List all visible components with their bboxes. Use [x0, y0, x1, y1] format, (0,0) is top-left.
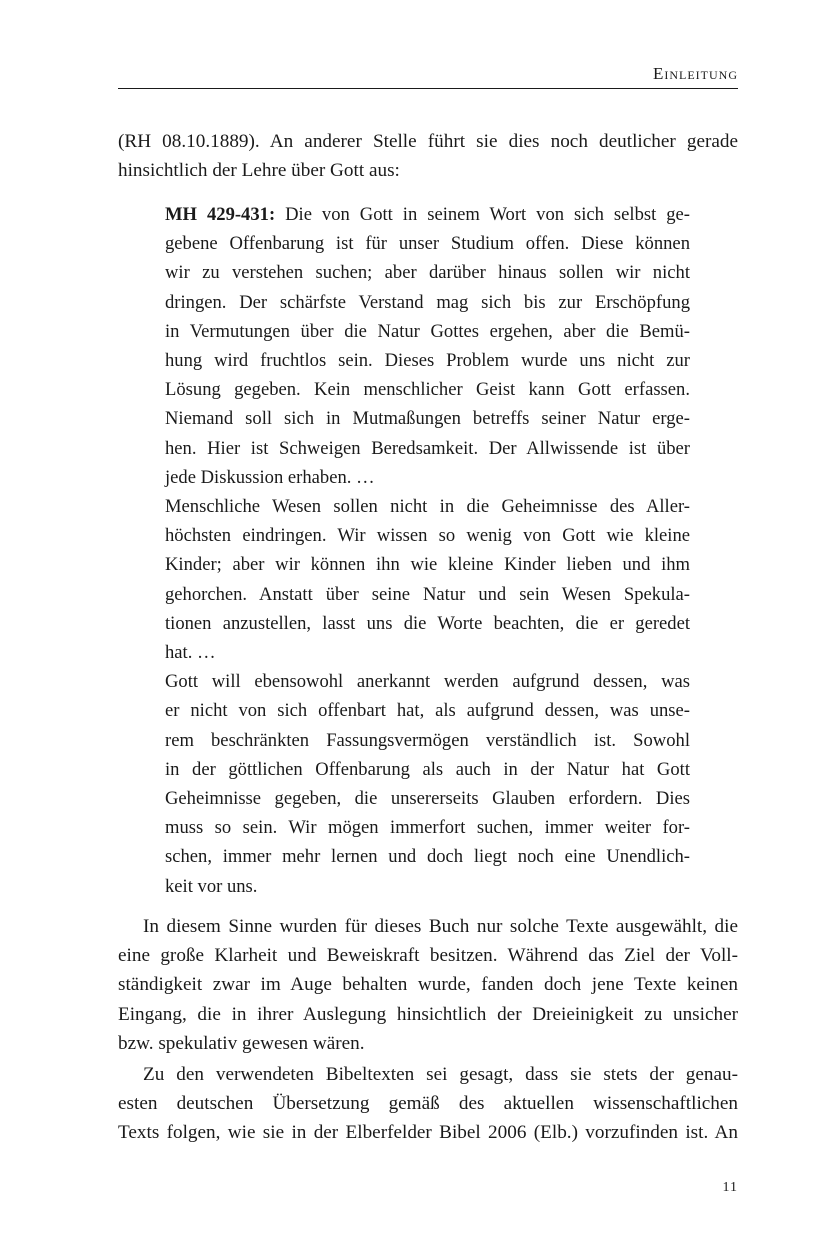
quote-line: hung wird fruchtlos sein. Dieses Problem wurde uns nicht zur [165, 350, 690, 372]
text-line: Texts folgen, wie sie in der Elberfelder Bibel 2006 (Elb.) vorzufinden ist. An [118, 1122, 738, 1144]
quote-line: Gott will ebensowohl anerkannt werden aufgrund dessen, was [165, 671, 690, 693]
text-line: esten deutschen Übersetzung gemäß des aktuellen wissenschaftlichen [118, 1093, 738, 1115]
text-line: Zu den verwendeten Bibeltexten sei gesagt, dass sie stets der genau- [143, 1064, 738, 1085]
quote-line: tionen anzustellen, lasst uns die Worte beachten, die er geredet [165, 612, 690, 634]
paragraph-1 [118, 127, 738, 185]
quote-line: Niemand soll sich in Mutmaßungen betreffs seiner Natur erge- [165, 408, 690, 430]
quote-line: Kinder; aber wir können ihn wie kleine Kinder lieben und ihm [165, 554, 690, 576]
text-line: (RH 08.10.1889). An anderer Stelle führt sie dies noch deutlicher gerade [118, 131, 738, 152]
text-line: ständigkeit zwar im Auge behalten wurde, fanden doch jene Texte keinen [118, 974, 738, 996]
paragraph-3 [118, 1060, 738, 1148]
quote-line: Menschliche Wesen sollen nicht in die Geheimnisse des Aller- [165, 496, 690, 518]
quote-line: jede Diskussion erhaben. … [165, 466, 375, 488]
quote-line: wir zu verstehen suchen; aber darüber hinaus sollen wir nicht [165, 262, 690, 284]
quote-line: in Vermutungen über die Natur Gottes ergehen, aber die Bemü- [165, 320, 690, 342]
quote-line: Lösung gegeben. Kein menschlicher Geist kann Gott erfassen. [165, 379, 690, 401]
quote-line: keit vor uns. [165, 875, 258, 897]
text-line: bzw. spekulativ gewesen wären. [118, 1032, 365, 1054]
quote-line: Geheimnisse gegeben, die unsererseits Glauben erfordern. Dies [165, 788, 690, 810]
quote-line: gebene Offenbarung ist für unser Studium offen. Diese können [165, 233, 690, 255]
page-number: 11 [722, 1180, 738, 1195]
quote-line: muss so sein. Wir mögen immerfort suchen, immer weiter for- [165, 817, 690, 839]
paragraph-2 [118, 912, 738, 1058]
quote-line: hen. Hier ist Schweigen Beredsamkeit. Der Allwissende ist über [165, 437, 690, 459]
text-line: eine große Klarheit und Beweiskraft besitzen. Während das Ziel der Voll- [118, 945, 738, 967]
quote-text: Die von Gott in seinem Wort von sich selbst ge- [275, 204, 690, 225]
quote-reference: MH 429-431: [165, 204, 276, 225]
quote-line: rem beschränkten Fassungsvermögen verständlich ist. Sowohl [165, 729, 690, 751]
quote-line: er nicht von sich offenbart hat, als aufgrund dessen, was unse- [165, 700, 690, 722]
quote-line: höchsten eindringen. Wir wissen so wenig von Gott wie kleine [165, 525, 690, 547]
block-quote [165, 200, 690, 901]
quote-line: in der göttlichen Offenbarung als auch in der Natur hat Gott [165, 758, 690, 780]
running-head: Einleitung [652, 64, 738, 83]
quote-line: gehorchen. Anstatt über seine Natur und sein Wesen Spekula- [165, 583, 690, 605]
quote-first-line [165, 200, 690, 229]
quote-line: hat. … [165, 642, 216, 664]
quote-line: dringen. Der schärfste Verstand mag sich bis zur Erschöpfung [165, 291, 690, 313]
text-line: In diesem Sinne wurden für dieses Buch nur solche Texte ausgewählt, die [143, 916, 738, 937]
header-rule [118, 88, 738, 89]
text-line: Eingang, die in ihrer Auslegung hinsichtlich der Dreieinigkeit zu unsicher [118, 1003, 738, 1025]
quote-line: schen, immer mehr lernen und doch liegt noch eine Unendlich- [165, 846, 690, 868]
text-line: hinsichtlich der Lehre über Gott aus: [118, 160, 400, 182]
